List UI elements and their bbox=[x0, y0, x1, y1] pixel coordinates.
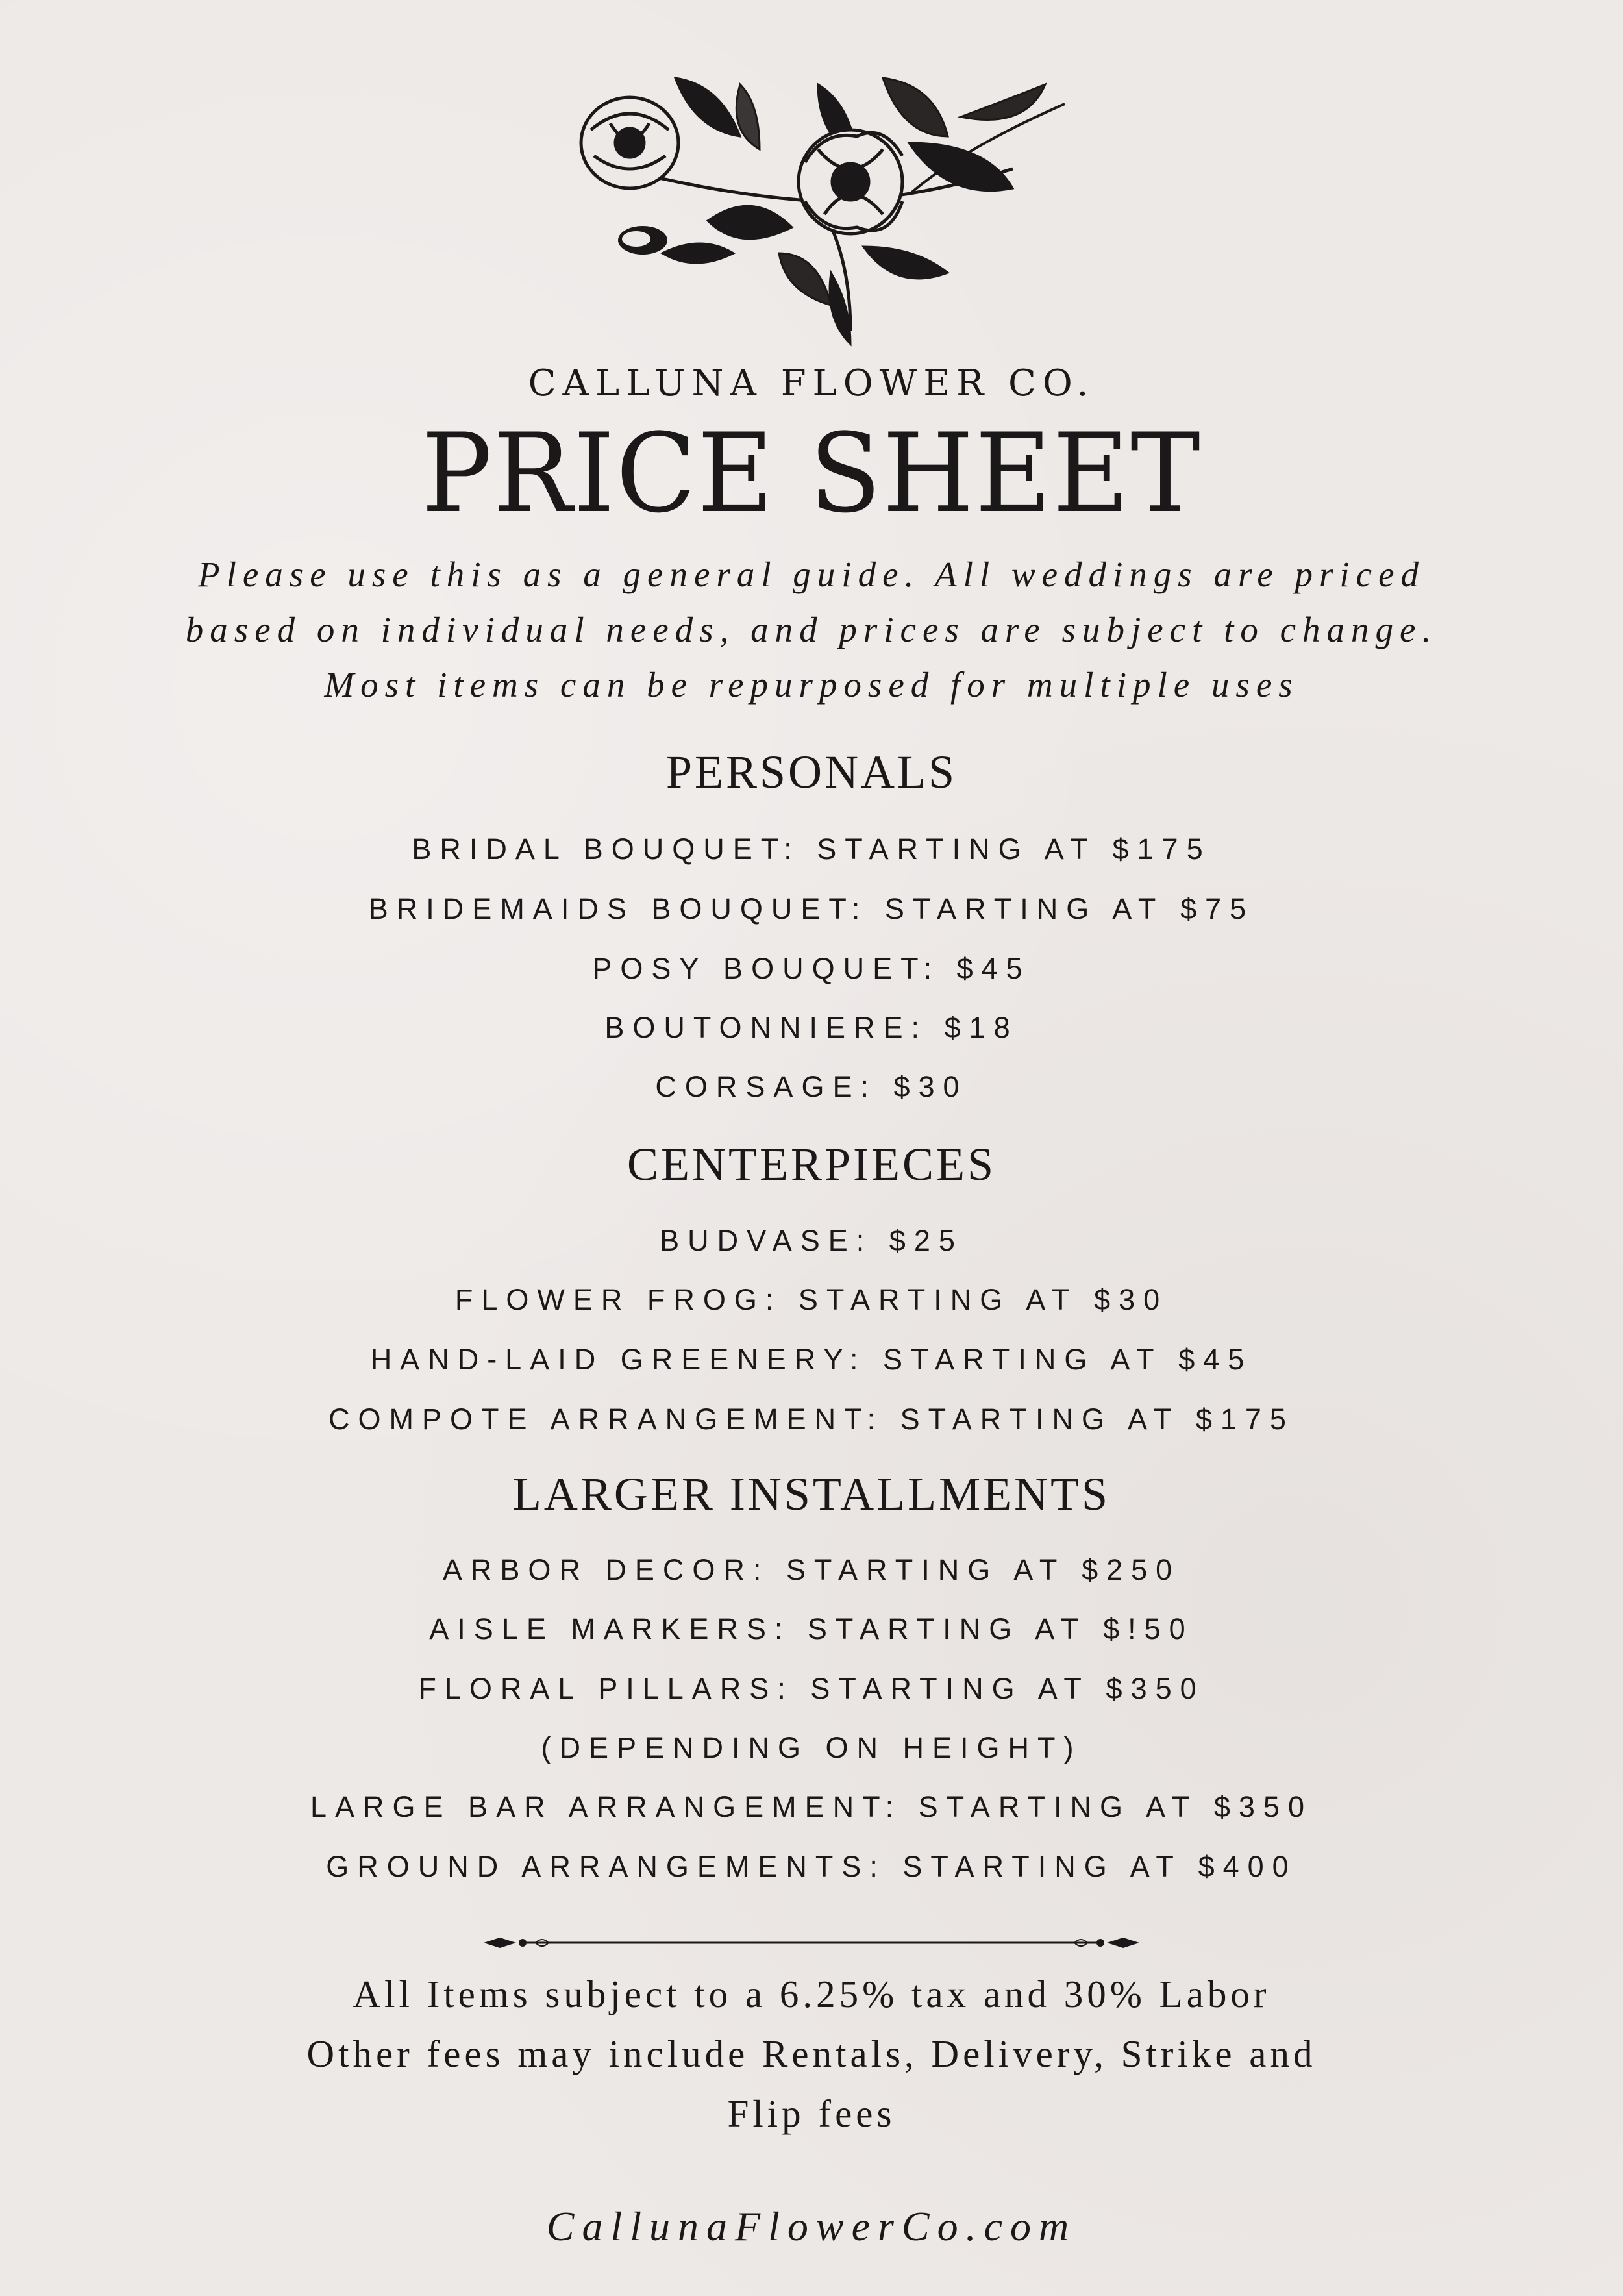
ornamental-divider-icon bbox=[484, 1930, 1139, 1956]
intro-line: Most items can be repurposed for multiple uses bbox=[324, 665, 1299, 705]
price-item: CORSAGE: $30 bbox=[655, 1070, 968, 1103]
terms-line: Flip fees bbox=[727, 2092, 896, 2135]
terms-line: Other fees may include Rentals, Delivery, Strike and bbox=[306, 2032, 1317, 2075]
terms-footer bbox=[0, 1964, 1623, 2143]
page-title: PRICE SHEET bbox=[421, 410, 1202, 537]
price-item: FLORAL PILLARS: STARTING AT $350 bbox=[418, 1672, 1205, 1705]
intro-text bbox=[0, 547, 1623, 712]
price-item: BRIDEMAIDS BOUQUET: STARTING AT $75 bbox=[368, 892, 1255, 925]
price-item: BOUTONNIERE: $18 bbox=[604, 1011, 1019, 1044]
intro-line: based on individual needs, and prices are subject to change. bbox=[185, 610, 1438, 649]
section-heading-personals: PERSONALS bbox=[665, 746, 958, 798]
floral-illustration-icon bbox=[545, 58, 1078, 351]
intro-line: Please use this as a general guide. All weddings are priced bbox=[198, 555, 1425, 594]
price-item: AISLE MARKERS: STARTING AT $!50 bbox=[429, 1612, 1194, 1645]
price-item: FLOWER FROG: STARTING AT $30 bbox=[454, 1283, 1169, 1316]
price-item-note: (DEPENDING ON HEIGHT) bbox=[541, 1731, 1082, 1764]
price-item: COMPOTE ARRANGEMENT: STARTING AT $175 bbox=[328, 1403, 1295, 1436]
brand-name: CALLUNA FLOWER CO. bbox=[528, 362, 1095, 405]
price-item: POSY BOUQUET: $45 bbox=[592, 952, 1031, 985]
section-heading-centerpieces: CENTERPIECES bbox=[626, 1138, 997, 1190]
section-heading-larger-installments: LARGER INSTALLMENTS bbox=[512, 1468, 1111, 1520]
website-link[interactable]: CallunaFlowerCo.com bbox=[546, 2203, 1077, 2249]
price-item: BRIDAL BOUQUET: STARTING AT $175 bbox=[412, 832, 1211, 866]
price-item: GROUND ARRANGEMENTS: STARTING AT $400 bbox=[326, 1850, 1297, 1883]
price-item: ARBOR DECOR: STARTING AT $250 bbox=[442, 1553, 1181, 1586]
price-item: BUDVASE: $25 bbox=[660, 1224, 963, 1257]
price-item: LARGE BAR ARRANGEMENT: STARTING AT $350 bbox=[310, 1790, 1313, 1823]
price-item: HAND-LAID GREENERY: STARTING AT $45 bbox=[370, 1343, 1253, 1376]
terms-line: All Items subject to a 6.25% tax and 30% Labor bbox=[353, 1973, 1270, 2015]
